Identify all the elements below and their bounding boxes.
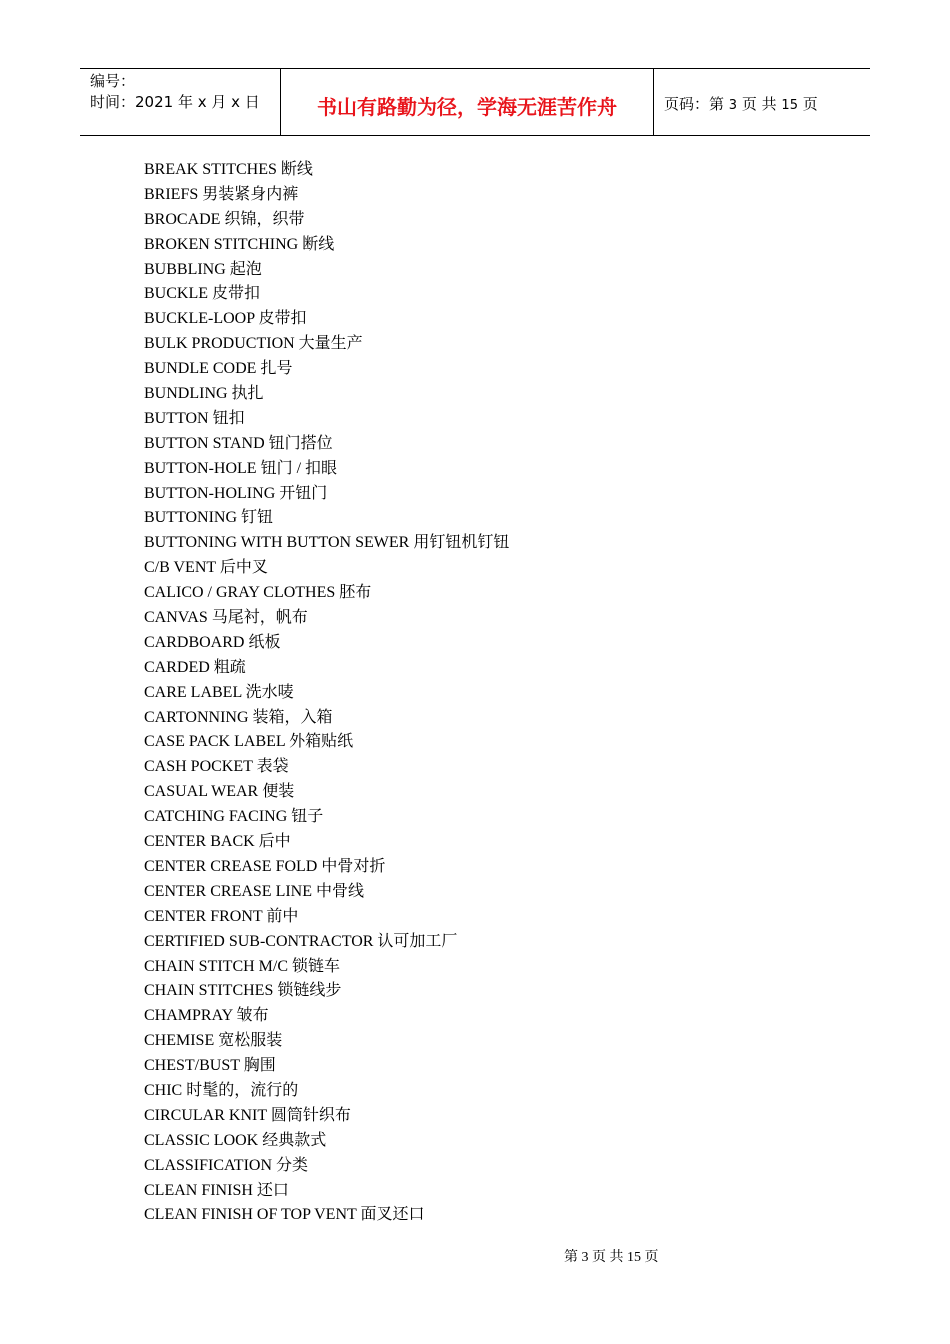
page-number-info [664,93,818,114]
glossary-entry: BUCKLE 皮带扣 [144,285,261,303]
page-mid: 页 共 [741,95,777,113]
page-prefix: 页码：第 [664,95,725,113]
glossary-entry: CASE PACK LABEL 外箱贴纸 [144,733,354,751]
header-page-cell [654,69,870,135]
date-label: 时间：2021 年 x 月 x 日 [90,93,260,111]
glossary-entry: CHAMPRAY 皱布 [144,1007,269,1025]
glossary-entry: CANVAS 马尾衬，帆布 [144,609,308,627]
glossary-entry: BULK PRODUCTION 大量生产 [144,335,363,353]
glossary-entry: BUNDLE CODE 扎号 [144,360,293,378]
page-suffix: 页 [802,95,818,113]
glossary-entry: CERTIFIED SUB-CONTRACTOR 认可加工厂 [144,932,458,950]
glossary-entry: CARDBOARD 纸板 [144,633,281,651]
glossary-entry: CHEST/BUST 胸围 [144,1057,276,1075]
glossary-entry: BUNDLING 执扎 [144,385,264,403]
glossary-entry: BUTTONING WITH BUTTON SEWER 用钉钮机钉钮 [144,534,510,552]
glossary-entry: CLEAN FINISH OF TOP VENT 面叉还口 [144,1206,425,1224]
glossary-list [144,158,509,1228]
glossary-entry: CARTONNING 装箱，入箱 [144,708,333,726]
serial-number-label: 编号： [90,72,136,90]
glossary-entry: CARE LABEL 洗水唛 [144,683,294,701]
glossary-entry: BREAK STITCHES 断线 [144,161,313,178]
glossary-entry: CHIC 时髦的，流行的 [144,1081,299,1099]
glossary-entry: CHAIN STITCH M/C 锁链车 [144,957,341,975]
glossary-entry: BUTTON-HOLING 开钮门 [144,484,328,502]
glossary-entry: CENTER CREASE LINE 中骨线 [144,882,364,900]
glossary-entry: BUTTON-HOLE 钮门 / 扣眼 [144,459,338,477]
glossary-entry: BUBBLING 起泡 [144,260,262,278]
glossary-entry: BUTTON STAND 钮门搭位 [144,434,333,452]
glossary-entry: BUTTONING 钉钮 [144,509,274,527]
glossary-entry: CENTER FRONT 前中 [144,907,299,925]
glossary-entry: CASUAL WEAR 便装 [144,783,295,801]
glossary-entry: BROKEN STITCHING 断线 [144,235,335,253]
page-total: 15 [781,98,798,113]
motto-text: 书山有路勤为径，学海无涯苦作舟 [317,95,617,119]
glossary-entry: CATCHING FACING 钮子 [144,808,324,826]
glossary-entry: CHEMISE 宽松服装 [144,1032,283,1050]
glossary-entry: BROCADE 织锦，织带 [144,210,305,228]
glossary-entry: CASH POCKET 表袋 [144,758,289,776]
page-current: 3 [728,98,738,113]
glossary-entry: CENTER CREASE FOLD 中骨对折 [144,857,386,875]
glossary-entry: CALICO / GRAY CLOTHES 胚布 [144,584,372,602]
glossary-entry: BUTTON 钮扣 [144,409,245,427]
glossary-entry: BRIEFS 男装紧身内裤 [144,185,299,203]
glossary-entry: CLASSIC LOOK 经典款式 [144,1131,327,1149]
glossary-entry: CLASSIFICATION 分类 [144,1156,309,1174]
header-motto-cell [281,69,654,135]
glossary-entry: CENTER BACK 后中 [144,833,291,851]
glossary-entry: CLEAN FINISH 还口 [144,1181,289,1199]
page-footer: 第 3 页 共 15 页 [564,1250,659,1265]
header-meta-cell [80,69,281,135]
page-header [80,68,870,136]
glossary-entry: CARDED 粗疏 [144,658,246,676]
glossary-entry: BUCKLE-LOOP 皮带扣 [144,310,307,328]
glossary-entry: CIRCULAR KNIT 圆筒针织布 [144,1106,351,1124]
glossary-entry: CHAIN STITCHES 锁链线步 [144,982,342,1000]
glossary-entry: C/B VENT 后中叉 [144,559,268,577]
